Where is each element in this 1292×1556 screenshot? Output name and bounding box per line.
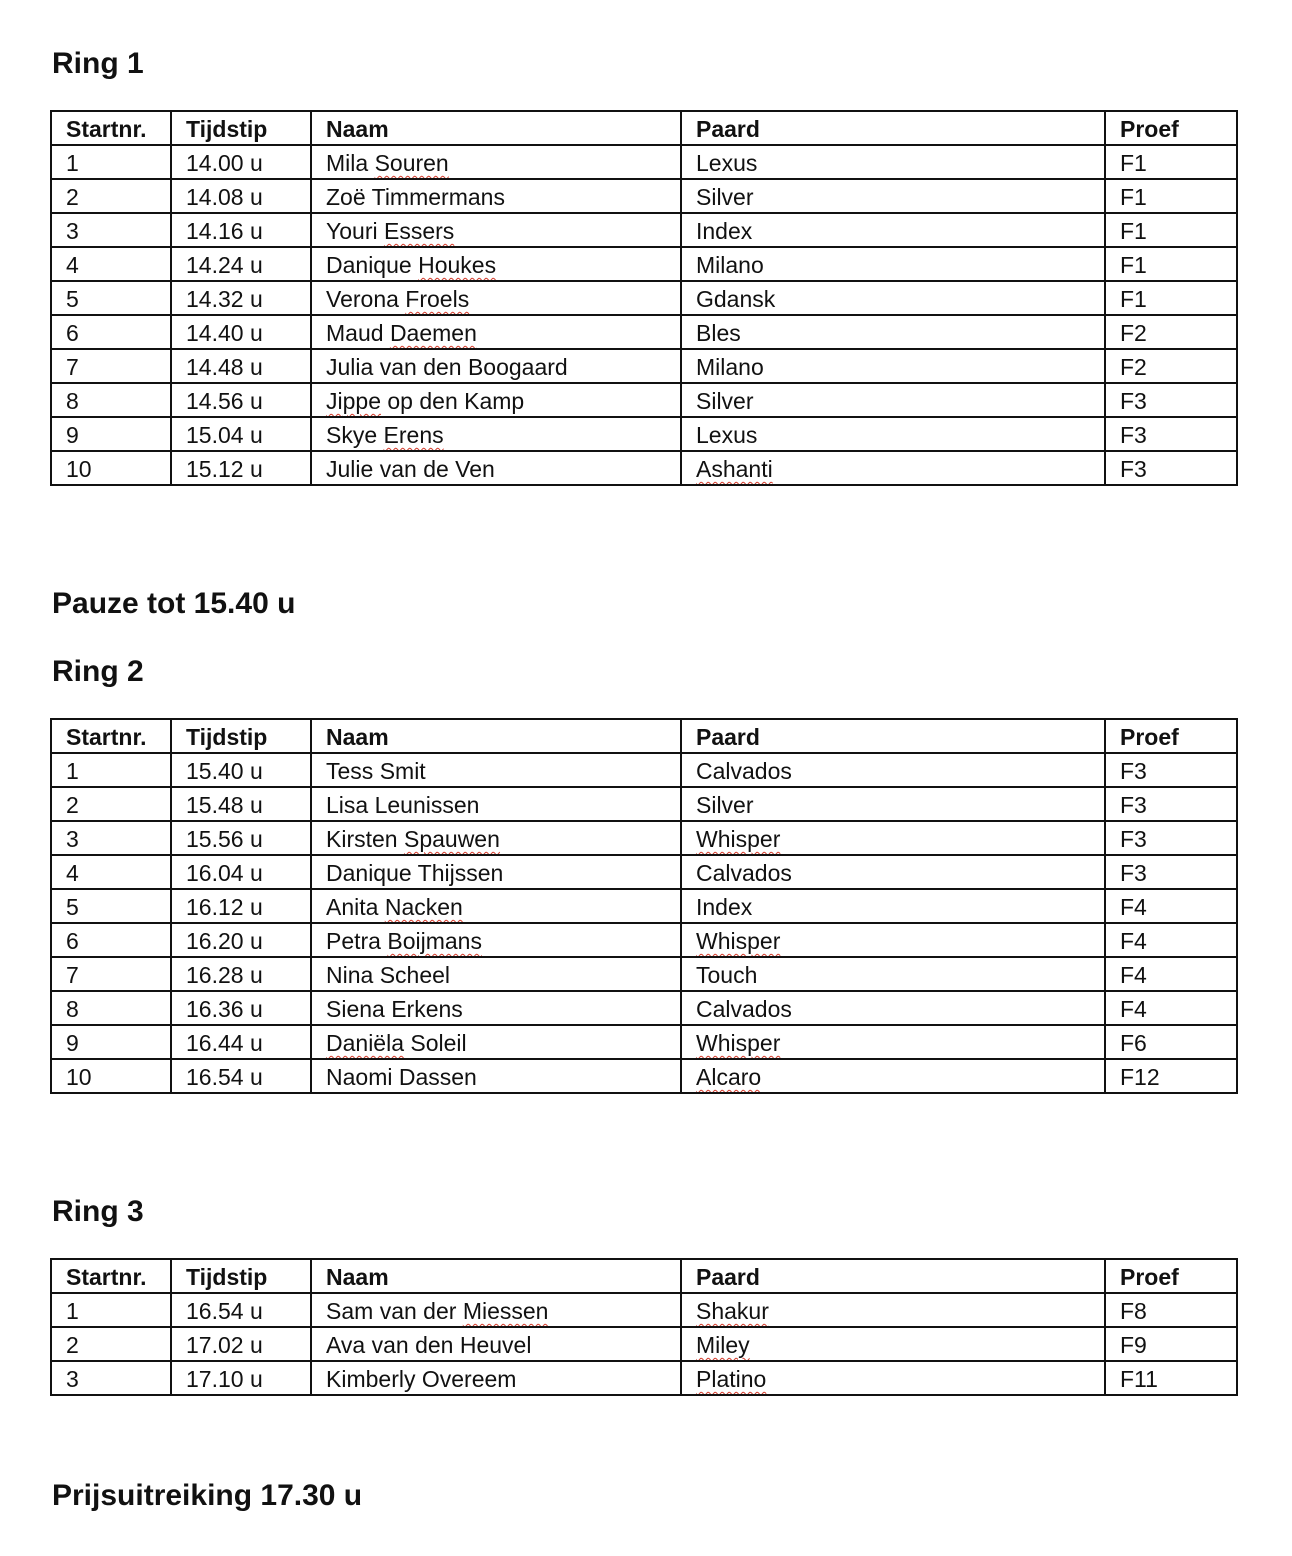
ring-3-heading: Ring 3 [52,1195,144,1228]
spellcheck-word: Miessen [462,1298,549,1324]
ring-2-heading: Ring 2 [52,655,144,688]
startnr-cell: 6 [51,923,171,957]
paard-cell: Lexus [681,145,1105,179]
naam-cell: Julia van den Boogaard [311,349,681,383]
startnr-cell: 3 [51,1361,171,1395]
proef-cell: F3 [1105,451,1237,485]
naam-cell: Danique Thijssen [311,855,681,889]
award-ceremony-heading: Prijsuitreiking 17.30 u [52,1479,363,1512]
pause-heading: Pauze tot 15.40 u [52,587,296,620]
spellcheck-word: Whisper [696,1030,781,1056]
startnr-cell: 4 [51,855,171,889]
tijdstip-cell: 16.54 u [171,1059,311,1093]
tijdstip-cell: 17.02 u [171,1327,311,1361]
header-row [51,111,1237,145]
proef-cell: F1 [1105,281,1237,315]
startnr-cell: 3 [51,213,171,247]
naam-cell: Daniëla Soleil [311,1025,681,1059]
spellcheck-word: Platino [696,1366,767,1392]
paard-cell [681,1327,1105,1361]
startnr-cell: 1 [51,1293,171,1327]
naam-cell: Kimberly Overeem [311,1361,681,1395]
naam-cell: Julie van de Ven [311,451,681,485]
paard-cell: Lexus [681,417,1105,451]
tijdstip-cell: 15.56 u [171,821,311,855]
column-header-paard: Paard [681,111,1105,145]
startnr-cell: 7 [51,957,171,991]
startnr-cell: 9 [51,417,171,451]
spellcheck-word: Whisper [696,826,781,852]
paard-cell [681,1293,1105,1327]
paard-cell: Silver [681,787,1105,821]
startnr-cell: 9 [51,1025,171,1059]
tijdstip-cell: 16.28 u [171,957,311,991]
naam-cell: Anita Nacken [311,889,681,923]
naam-cell: Verona Froels [311,281,681,315]
spellcheck-word: Nacken [384,894,463,920]
table-row [51,281,1237,315]
proef-cell: F6 [1105,1025,1237,1059]
tijdstip-cell: 14.16 u [171,213,311,247]
table-row [51,417,1237,451]
ring-2-table [50,718,1238,1094]
spellcheck-word: Daniëla [326,1030,404,1056]
ring-1-heading: Ring 1 [52,47,144,80]
naam-cell: Mila Souren [311,145,681,179]
naam-cell: Danique Houkes [311,247,681,281]
proef-cell: F4 [1105,991,1237,1025]
column-header-naam: Naam [311,1259,681,1293]
proef-cell: F2 [1105,315,1237,349]
startnr-cell: 1 [51,753,171,787]
spellcheck-word: Essers [383,218,455,244]
table-row [51,1059,1237,1093]
column-header-naam: Naam [311,111,681,145]
startnr-cell: 10 [51,451,171,485]
tijdstip-cell: 14.56 u [171,383,311,417]
spellcheck-word: Spauwen [403,826,500,852]
spellcheck-word: Shakur [696,1298,769,1324]
spellcheck-word: Daemen [389,320,477,346]
spellcheck-word: Ashanti [696,456,773,482]
naam-cell: Sam van der Miessen [311,1293,681,1327]
tijdstip-cell: 14.00 u [171,145,311,179]
table-row [51,889,1237,923]
proef-cell: F3 [1105,753,1237,787]
naam-cell: Skye Erens [311,417,681,451]
paard-cell [681,923,1105,957]
paard-cell: Index [681,213,1105,247]
naam-cell: Nina Scheel [311,957,681,991]
startnr-cell: 5 [51,889,171,923]
spellcheck-word: Froels [405,286,470,312]
paard-cell [681,1059,1105,1093]
paard-cell: Touch [681,957,1105,991]
naam-cell: Maud Daemen [311,315,681,349]
table-row [51,821,1237,855]
proef-cell: F3 [1105,417,1237,451]
proef-cell: F4 [1105,889,1237,923]
paard-cell [681,821,1105,855]
table-row [51,145,1237,179]
startnr-cell: 8 [51,991,171,1025]
tijdstip-cell: 14.24 u [171,247,311,281]
tijdstip-cell: 15.04 u [171,417,311,451]
table-row [51,753,1237,787]
tijdstip-cell: 16.12 u [171,889,311,923]
tijdstip-cell: 15.40 u [171,753,311,787]
table-row [51,179,1237,213]
tijdstip-cell: 16.36 u [171,991,311,1025]
table-row [51,957,1237,991]
spellcheck-word: Jippe [326,388,381,414]
column-header-startnr: Startnr. [51,1259,171,1293]
column-header-paard: Paard [681,1259,1105,1293]
tijdstip-cell: 16.44 u [171,1025,311,1059]
table-row [51,923,1237,957]
paard-cell [681,451,1105,485]
naam-cell: Kirsten Spauwen [311,821,681,855]
proef-cell: F2 [1105,349,1237,383]
tijdstip-cell: 15.48 u [171,787,311,821]
header-row [51,719,1237,753]
startnr-cell: 3 [51,821,171,855]
proef-cell: F12 [1105,1059,1237,1093]
table-row [51,349,1237,383]
spellcheck-word: Miley [696,1332,750,1358]
proef-cell: F1 [1105,213,1237,247]
proef-cell: F8 [1105,1293,1237,1327]
naam-cell: Naomi Dassen [311,1059,681,1093]
startnr-cell: 2 [51,1327,171,1361]
spellcheck-word: Whisper [696,928,781,954]
column-header-tijdstip: Tijdstip [171,111,311,145]
proef-cell: F11 [1105,1361,1237,1395]
spellcheck-word: Boijmans [387,928,482,954]
paard-cell: Index [681,889,1105,923]
column-header-startnr: Startnr. [51,719,171,753]
startnr-cell: 8 [51,383,171,417]
spellcheck-word: Souren [374,150,449,176]
column-header-paard: Paard [681,719,1105,753]
proef-cell: F4 [1105,923,1237,957]
column-header-proef: Proef [1105,1259,1237,1293]
column-header-startnr: Startnr. [51,111,171,145]
spellcheck-word: Erens [383,422,444,448]
naam-cell: Jippe op den Kamp [311,383,681,417]
startnr-cell: 2 [51,179,171,213]
table-row [51,1361,1237,1395]
proef-cell: F3 [1105,383,1237,417]
tijdstip-cell: 14.08 u [171,179,311,213]
paard-cell: Calvados [681,855,1105,889]
paard-cell: Silver [681,383,1105,417]
table-row [51,1025,1237,1059]
table-row [51,787,1237,821]
table-row [51,991,1237,1025]
table-row [51,247,1237,281]
spellcheck-word: Alcaro [696,1064,762,1090]
proef-cell: F1 [1105,145,1237,179]
tijdstip-cell: 14.32 u [171,281,311,315]
naam-cell: Youri Essers [311,213,681,247]
paard-cell: Milano [681,247,1105,281]
startnr-cell: 1 [51,145,171,179]
paard-cell: Calvados [681,991,1105,1025]
naam-cell: Zoë Timmermans [311,179,681,213]
startnr-cell: 10 [51,1059,171,1093]
paard-cell [681,1025,1105,1059]
tijdstip-cell: 16.20 u [171,923,311,957]
table-row [51,213,1237,247]
tijdstip-cell: 17.10 u [171,1361,311,1395]
column-header-tijdstip: Tijdstip [171,719,311,753]
ring-3-table [50,1258,1238,1396]
proef-cell: F9 [1105,1327,1237,1361]
column-header-naam: Naam [311,719,681,753]
startnr-cell: 4 [51,247,171,281]
column-header-proef: Proef [1105,111,1237,145]
ring-1-table [50,110,1238,486]
naam-cell: Petra Boijmans [311,923,681,957]
table-row [51,855,1237,889]
tijdstip-cell: 16.04 u [171,855,311,889]
table-row [51,1293,1237,1327]
proef-cell: F3 [1105,787,1237,821]
proef-cell: F3 [1105,855,1237,889]
tijdstip-cell: 14.48 u [171,349,311,383]
table-row [51,315,1237,349]
startnr-cell: 7 [51,349,171,383]
tijdstip-cell: 14.40 u [171,315,311,349]
paard-cell [681,1361,1105,1395]
table-row [51,1327,1237,1361]
table-row [51,451,1237,485]
proef-cell: F3 [1105,821,1237,855]
paard-cell: Milano [681,349,1105,383]
column-header-tijdstip: Tijdstip [171,1259,311,1293]
proef-cell: F1 [1105,247,1237,281]
tijdstip-cell: 15.12 u [171,451,311,485]
naam-cell: Ava van den Heuvel [311,1327,681,1361]
header-row [51,1259,1237,1293]
startnr-cell: 5 [51,281,171,315]
tijdstip-cell: 16.54 u [171,1293,311,1327]
proef-cell: F4 [1105,957,1237,991]
paard-cell: Bles [681,315,1105,349]
column-header-proef: Proef [1105,719,1237,753]
paard-cell: Silver [681,179,1105,213]
table-row [51,383,1237,417]
naam-cell: Lisa Leunissen [311,787,681,821]
naam-cell: Siena Erkens [311,991,681,1025]
startnr-cell: 2 [51,787,171,821]
paard-cell: Calvados [681,753,1105,787]
proef-cell: F1 [1105,179,1237,213]
naam-cell: Tess Smit [311,753,681,787]
spellcheck-word: Houkes [418,252,497,278]
paard-cell: Gdansk [681,281,1105,315]
startnr-cell: 6 [51,315,171,349]
